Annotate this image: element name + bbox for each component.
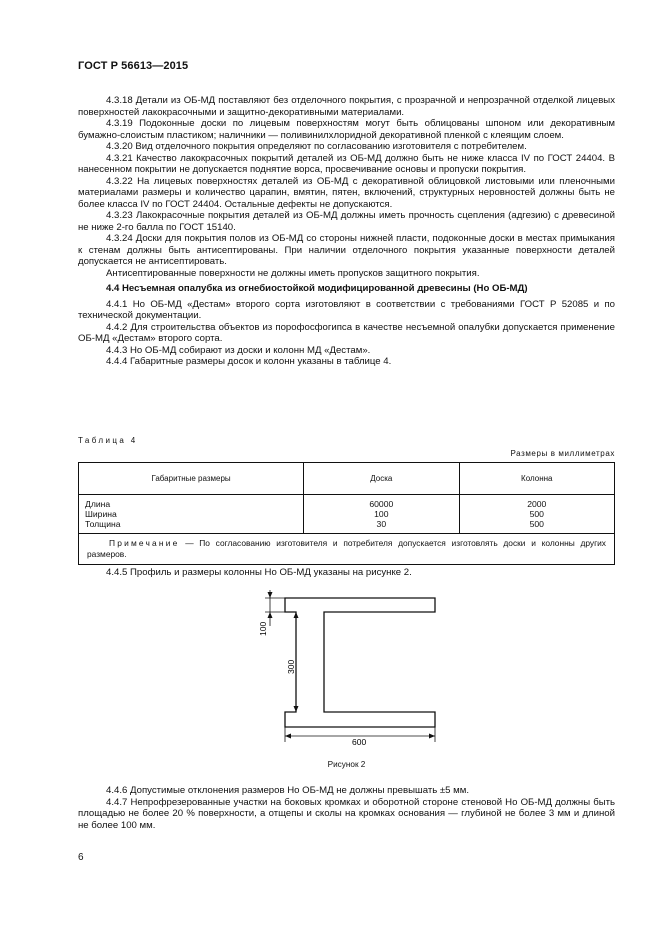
paragraph: 4.4.6 Допустимые отклонения размеров Но ОБ-МД не должны превышать ±5 мм. — [106, 785, 470, 796]
paragraph: 4.3.18 Детали из ОБ-МД поставляют без отделочного покрытия, с прозрачной и непрозрачной отделкой лицевых поверхностей лакокрасочными и защитно-декоративными материалами. — [78, 95, 615, 118]
note-label: Примечание — [109, 538, 180, 548]
paragraph: 4.3.19 Подоконные доски по лицевым поверхностям могут быть облицованы шпоном или декоративным бумажно-слоистым пластиком; наличники — поливинилхлоридной декоративной пленкой с клеящим слоем. — [78, 118, 615, 141]
paragraph: 4.3.24 Доски для покрытия полов из ОБ-МД со стороны нижней пласти, подоконные доски в местах примыкания к стенам должны быть антисептированы. При наличии отделочного покрытия указанные поверхности деталей допускается не антисептировать. — [78, 233, 615, 267]
arrow — [268, 592, 273, 598]
figure-caption: Рисунок 2 — [327, 760, 366, 769]
document-header: ГОСТ Р 56613—2015 — [78, 60, 189, 72]
table-cell-board — [304, 495, 459, 534]
dim-label-web: 300 — [286, 659, 296, 674]
paragraph: 4.4.1 Но ОБ-МД «Дестам» второго сорта изготовляют в соответствии с требованиями ГОСТ Р 52085 и по технической документации. — [78, 298, 615, 321]
table-note — [79, 534, 615, 565]
column-outline — [285, 598, 435, 727]
table-header-cell: Колонна — [459, 463, 614, 495]
table-body — [79, 495, 615, 534]
arrow — [268, 612, 273, 618]
body-text-top — [78, 95, 615, 368]
note-text: — По согласованию изготовителя и потребителя допускается изготовлять доски и колонны других размеров. — [87, 538, 606, 559]
dim-label-flange: 100 — [258, 621, 268, 636]
table-header-cell: Доска — [304, 463, 459, 495]
figure-intro: 4.4.5 Профиль и размеры колонны Но ОБ-МД указаны на рисунке 2. — [106, 567, 412, 578]
cell-value: 500 — [529, 519, 544, 529]
arrow — [294, 706, 299, 712]
paragraph: Антисептированные поверхности не должны иметь пропусков защитного покрытия. — [106, 267, 480, 279]
table-caption: Таблица 4 — [78, 436, 138, 445]
cell-value: 30 — [376, 519, 387, 529]
cell-value: 500 — [529, 509, 544, 519]
arrow — [294, 612, 299, 618]
row-label: Толщина — [85, 519, 121, 529]
table-cell-column — [459, 495, 614, 534]
paragraph: 4.4.4 Габаритные размеры досок и колонн указаны в таблице 4. — [106, 356, 392, 367]
paragraph: 4.3.23 Лакокрасочные покрытия деталей из ОБ-МД должны иметь прочность сцепления (адгезию) с древесиной не ниже 2-го балла по ГОСТ 15140. — [78, 210, 615, 233]
table-header-row — [79, 463, 615, 495]
cell-value: 100 — [374, 509, 389, 519]
dim-label-width: 600 — [352, 737, 367, 747]
body-text-bottom — [78, 785, 615, 831]
paragraph: 4.3.21 Качество лакокрасочных покрытий деталей из ОБ-МД должно быть не ниже класса IV по ГОСТ 24404. В нанесенном покрытии не допускается поднятие ворса, просвечивание основы и пропуски покрытия. — [78, 152, 615, 175]
arrow — [285, 734, 291, 739]
table-note-row — [79, 534, 615, 565]
row-label: Длина — [85, 499, 111, 509]
cell-value: 2000 — [527, 499, 547, 509]
paragraph: 4.3.20 Вид отделочного покрытия определяют по согласованию изготовителя с потребителем. — [106, 141, 527, 152]
paragraph: 4.3.22 На лицевых поверхностях деталей из ОБ-МД с декоративной облицовкой листовыми или пленочными материалами размеры и количество царапин, вмятин, пятен, включений, структурных неровностей должны быть не более класса IV по ГОСТ 24404. Остальные дефекты не допускаются. — [78, 175, 615, 210]
section-title: 4.4 Несъемная опалубка из огнебиостойкой модифицированной древесины (Но ОБ-МД) — [106, 283, 528, 294]
table-cell-labels — [79, 495, 304, 534]
paragraph: 4.4.2 Для строительства объектов из порофосфогипса в качестве несъемной опалубки допускается применение ОБ-МД «Дестам» второго сорта. — [78, 321, 615, 344]
dimensions-table — [78, 462, 615, 565]
cell-value: 60000 — [369, 499, 394, 509]
paragraph: 4.4.7 Непрофрезерованные участки на боковых кромках и оборотной стороне стеновой Но ОБ-МД должны быть площадью не более 20 % поверхности, а отщепы и сколы на кромках основания — глубиной не более 3 мм и длиной не более 100 мм. — [78, 796, 615, 831]
table-header-cell: Габаритные размеры — [79, 463, 304, 495]
page-number: 6 — [78, 852, 84, 863]
table-units: Размеры в миллиметрах — [510, 449, 615, 458]
arrow — [429, 734, 435, 739]
column-profile-figure — [245, 588, 445, 752]
paragraph: 4.4.3 Но ОБ-МД собирают из доски и колонн МД «Дестам». — [106, 344, 371, 356]
row-label: Ширина — [85, 509, 117, 519]
